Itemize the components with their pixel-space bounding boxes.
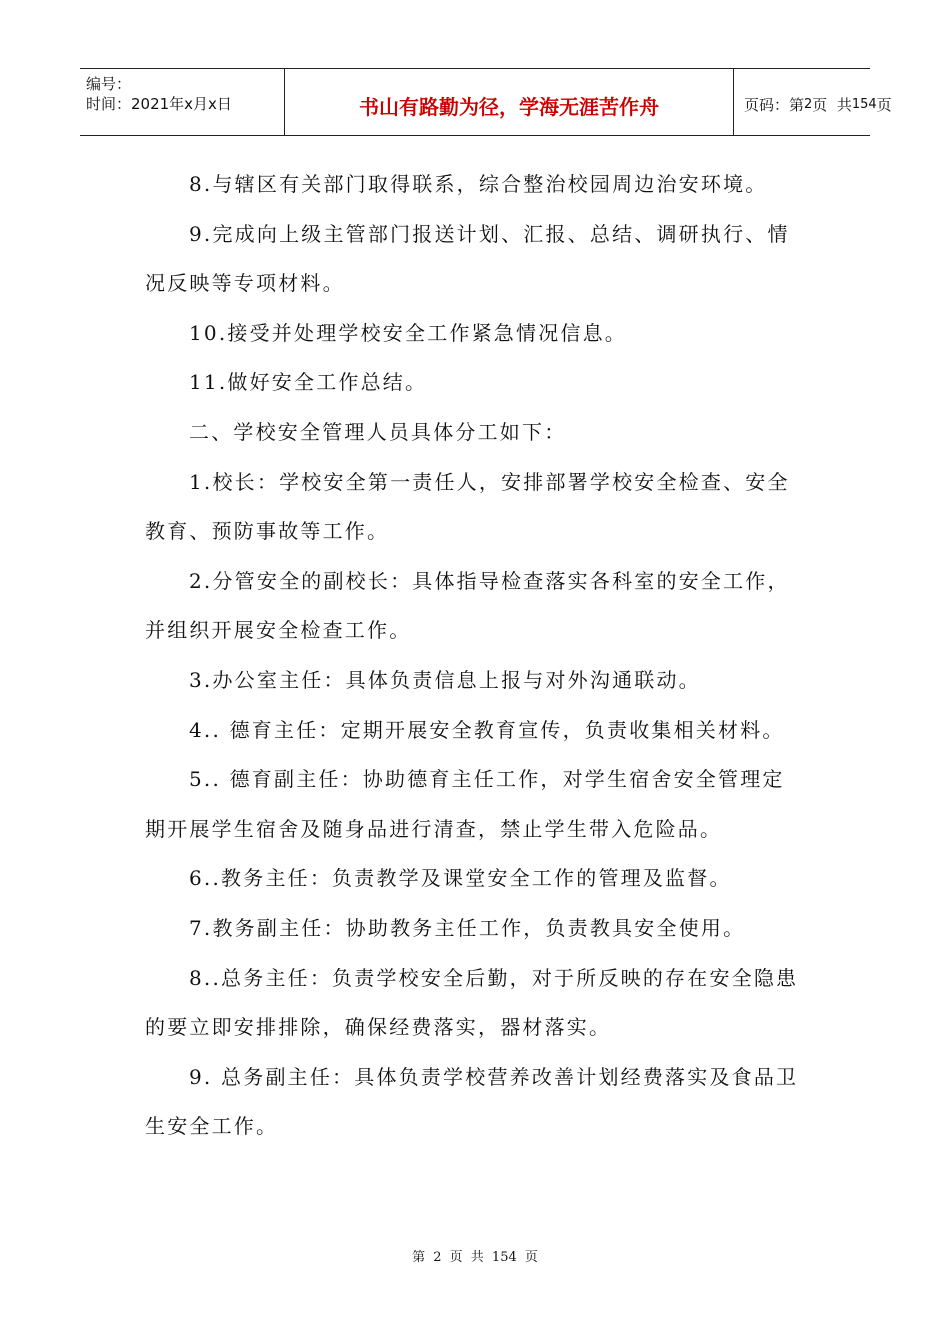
paragraph: 8.与辖区有关部门取得联系，综合整治校园周边治安环境。	[189, 172, 768, 196]
paragraph: 1.校长：学校安全第一责任人，安排部署学校安全检查、安全教育、预防事故等工作。	[145, 469, 790, 544]
paragraph: 10.接受并处理学校安全工作紧急情况信息。	[189, 320, 628, 345]
header-page-info	[734, 69, 892, 135]
document-date: 时间：2021年x月x日	[86, 95, 232, 113]
page-suffix: 页	[876, 95, 892, 114]
header-meta	[80, 69, 284, 135]
document-number-label: 编号：	[86, 75, 132, 93]
paragraph: 3.办公室主任：具体负责信息上报与对外沟通联动。	[189, 667, 701, 692]
page-current: 2	[804, 96, 813, 112]
document-body	[145, 160, 805, 1152]
section-heading: 二、学校安全管理人员具体分工如下：	[189, 419, 567, 444]
header-motto: 书山有路勤为径，学海无涯苦作舟	[284, 69, 734, 135]
page-header	[80, 68, 892, 136]
paragraph: 4.. 德育主任：定期开展安全教育宣传，负责收集相关材料。	[189, 717, 785, 742]
paragraph: 9.完成向上级主管部门报送计划、汇报、总结、调研执行、情况反映等专项材料。	[145, 221, 790, 296]
paragraph: 6..教务主任：负责教学及课堂安全工作的管理及监督。	[189, 866, 732, 891]
page-middle: 页 共	[812, 95, 852, 114]
page-prefix: 页码：第	[744, 95, 805, 114]
paragraph: 9. 总务副主任：具体负责学校营养改善计划经费落实及食品卫生安全工作。	[145, 1064, 799, 1139]
paragraph: 8..总务主任：负责学校安全后勤，对于所反映的存在安全隐患的要立即安排排除，确保经费落实，器材落实。	[145, 965, 799, 1040]
paragraph: 5.. 德育副主任：协助德育主任工作，对学生宿舍安全管理定期开展学生宿舍及随身品进行清查，禁止学生带入危险品。	[145, 767, 785, 841]
page-total: 154	[851, 96, 877, 112]
paragraph: 2.分管安全的副校长：具体指导检查落实各科室的安全工作，并组织开展安全检查工作。	[145, 568, 790, 643]
paragraph: 7.教务副主任：协助教务主任工作，负责教具安全使用。	[189, 915, 746, 940]
paragraph: 11.做好安全工作总结。	[189, 370, 428, 395]
page-footer: 第 2 页 共 154 页	[412, 1250, 538, 1265]
